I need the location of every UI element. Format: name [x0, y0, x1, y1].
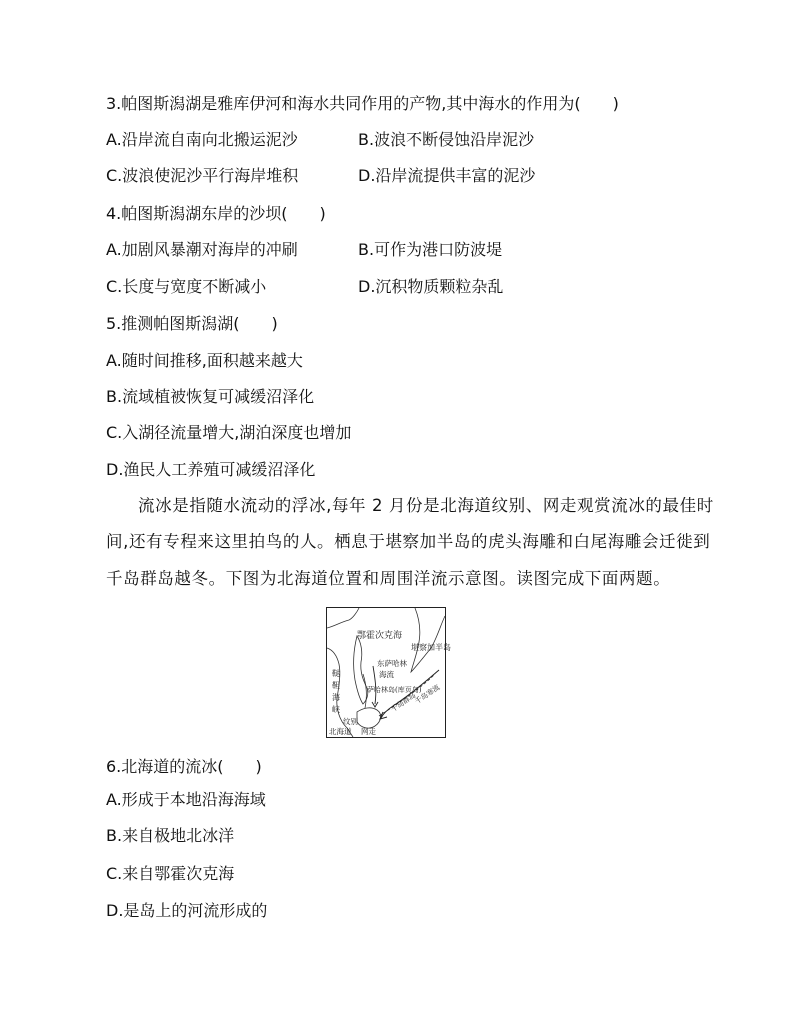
question-3-option-a: A.沿岸流自南向北搬运泥沙 [106, 130, 298, 149]
question-5-stem: 5.推测帕图斯潟湖( ) [106, 314, 278, 333]
question-5-option-c: C.入湖径流量增大,湖泊深度也增加 [106, 423, 352, 442]
label-tatar-4: 峡 [332, 705, 340, 714]
question-4-option-d: D.沉积物质颗粒杂乱 [358, 277, 504, 296]
label-okhotsk: 鄂霍次克海 [357, 631, 403, 641]
east-sakhalin-current-arrow [373, 666, 376, 704]
passage-line-3: 千岛群岛越冬。下图为北海道位置和周围洋流示意图。读图完成下面两题。 [106, 569, 671, 588]
kamchatka-coast [411, 608, 445, 672]
mainland-coast-line [327, 608, 359, 628]
label-monbetsu: 纹别 [343, 717, 358, 726]
label-kuril-current: 千岛寒流 [413, 683, 442, 706]
question-4-option-a: A.加剧风暴潮对海岸的冲刷 [106, 240, 298, 259]
question-6-option-b: B.来自极地北冰洋 [106, 826, 235, 845]
question-3-stem: 3.帕图斯潟湖是雅库伊河和海水共同作用的产物,其中海水的作用为( ) [106, 94, 619, 113]
label-kurils: 千岛群岛 [389, 691, 418, 714]
question-5-option-b: B.流域植被恢复可减缓沼泽化 [106, 387, 315, 406]
passage-line-1: 流冰是指随水流动的浮冰,每年 2 月份是北海道纹别、网走观赏流冰的最佳时 [138, 496, 714, 515]
question-3-option-b: B.波浪不断侵蚀沿岸泥沙 [358, 130, 535, 149]
sakhalin-island [354, 636, 368, 704]
question-3-option-d: D.沿岸流提供丰富的泥沙 [358, 166, 536, 185]
passage-line-2: 间,还有专程来这里拍鸟的人。栖息于堪察加半岛的虎头海雕和白尾海雕会迁徙到 [106, 532, 711, 551]
label-tatar-3: 海 [332, 693, 340, 702]
question-6-stem: 6.北海道的流冰( ) [106, 757, 262, 776]
question-5-option-d: D.渔民人工养殖可减缓沼泽化 [106, 460, 316, 479]
label-east-sakhalin-1: 东萨哈林 [377, 659, 407, 668]
label-kamchatka: 堪察加半岛 [411, 643, 451, 652]
hokkaido-current-map [326, 607, 451, 738]
hokkaido-island [357, 708, 381, 728]
question-4-option-b: B.可作为港口防波堤 [358, 240, 503, 259]
question-3-option-c: C.波浪使泥沙平行海岸堆积 [106, 166, 299, 185]
question-6-option-c: C.来自鄂霍次克海 [106, 864, 235, 883]
question-6-option-a: A.形成于本地沿海海域 [106, 790, 266, 809]
label-hokkaido: 北海道 [329, 727, 352, 736]
question-4-stem: 4.帕图斯潟湖东岸的沙坝( ) [106, 204, 326, 223]
question-6-option-d: D.是岛上的河流形成的 [106, 901, 268, 920]
label-sakhalin: 萨哈林岛(库页岛) [367, 686, 422, 694]
label-abashiri: 网走 [361, 727, 376, 736]
label-tatar-2: 靼 [332, 681, 340, 690]
question-4-option-c: C.长度与宽度不断减小 [106, 277, 267, 296]
label-east-sakhalin-2: 海流 [379, 670, 394, 679]
label-tatar-1: 鞑 [332, 669, 340, 678]
question-5-option-a: A.随时间推移,面积越来越大 [106, 351, 303, 370]
